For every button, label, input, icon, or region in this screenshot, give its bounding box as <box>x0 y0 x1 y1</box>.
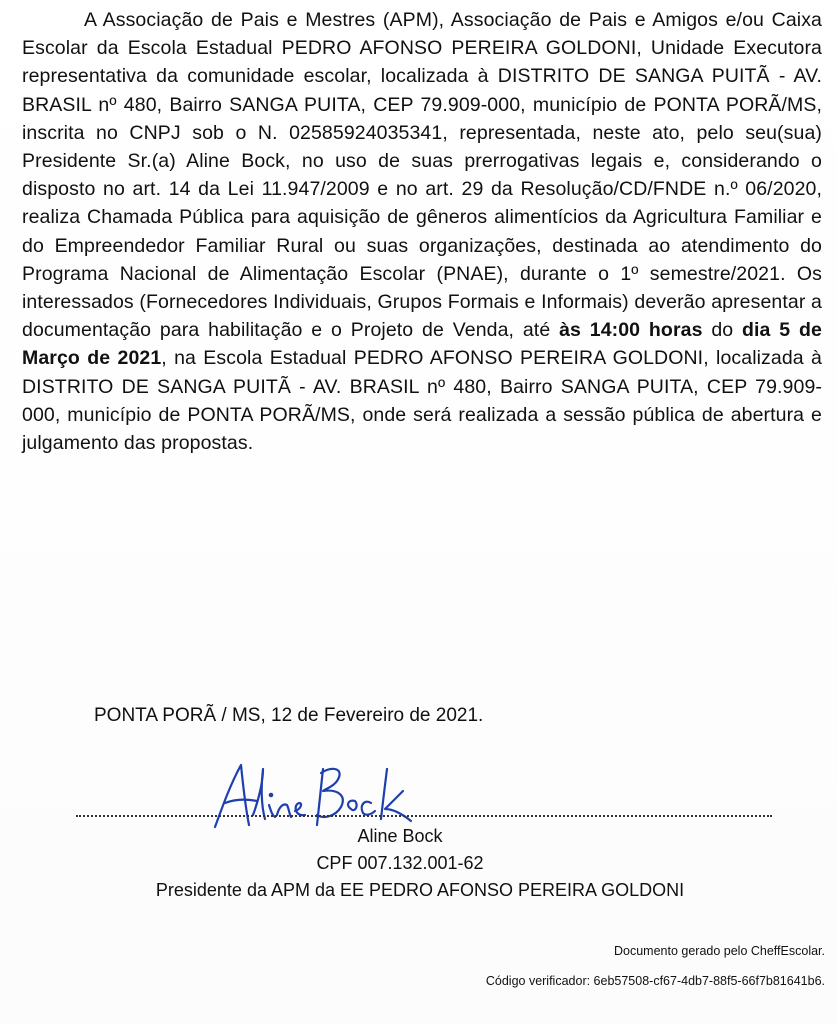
notice-paragraph <box>22 6 822 457</box>
handwritten-signature <box>205 755 425 835</box>
signature-line <box>76 815 772 817</box>
signer-name: Aline Bock <box>357 826 443 846</box>
notice-text-part3: , na Escola Estadual PEDRO AFONSO PEREIRA GOLDONI, localizada à DISTRITO DE SANGA PUITÃ - AV. BRASIL nº 480, Bairro SANGA PUITA, CEP 79.909-000, município de PONTA PORÃ/MS, onde será realizada a sessão pública de abertura e julgamento das propostas. <box>22 347 822 455</box>
deadline-time: às 14:00 horas <box>559 319 703 342</box>
signer-role: Presidente da APM da EE PEDRO AFONSO PEREIRA GOLDONI <box>155 880 685 900</box>
notice-text-part2: do <box>702 319 743 342</box>
place-date: PONTA PORÃ / MS, 12 de Fevereiro de 2021. <box>94 705 484 726</box>
signer-cpf: CPF 007.132.001-62 <box>316 853 484 873</box>
deadline-date: dia 5 de Março de 2021 <box>22 319 822 370</box>
verification-code: Código verificador: 6eb57508-cf67-4db7-88f5-66f7b81641b6. <box>485 974 825 988</box>
notice-text-part1: A Associação de Pais e Mestres (APM), Associação de Pais e Amigos e/ou Caixa Escolar da Escola Estadual PEDRO AFONSO PEREIRA GOLDONI, Unidade Executora representativa da comunidade escolar, localizada à DISTRITO DE SANGA PUITÃ - AV. BRASIL nº 480, Bairro SANGA PUITA, CEP 79.909-000, município de PONTA PORÃ/MS, inscrita no CNPJ sob o N. 02585924035341, representada, neste ato, pelo seu(sua) Presidente Sr.(a) Aline Bock, no uso de suas prerrogativas legais e, considerando o disposto no art. 14 da Lei 11.947/2009 e no art. 29 da Resolução/CD/FNDE n.º 06/2020, realiza Chamada Pública para aquisição de gêneros alimentícios da Agricultura Familiar e do Empreendedor Familiar Rural ou suas organizações, destinada ao atendimento do Programa Nacional de Alimentação Escolar (PNAE), durante o 1º semestre/2021. Os interessados (Fornecedores Individuais, Grupos Formais e Informais) deverão apresentar a documentação para habilitação e o Projeto de Venda, até <box>22 9 822 342</box>
generated-by-note: Documento gerado pelo CheffEscolar. <box>613 944 825 958</box>
